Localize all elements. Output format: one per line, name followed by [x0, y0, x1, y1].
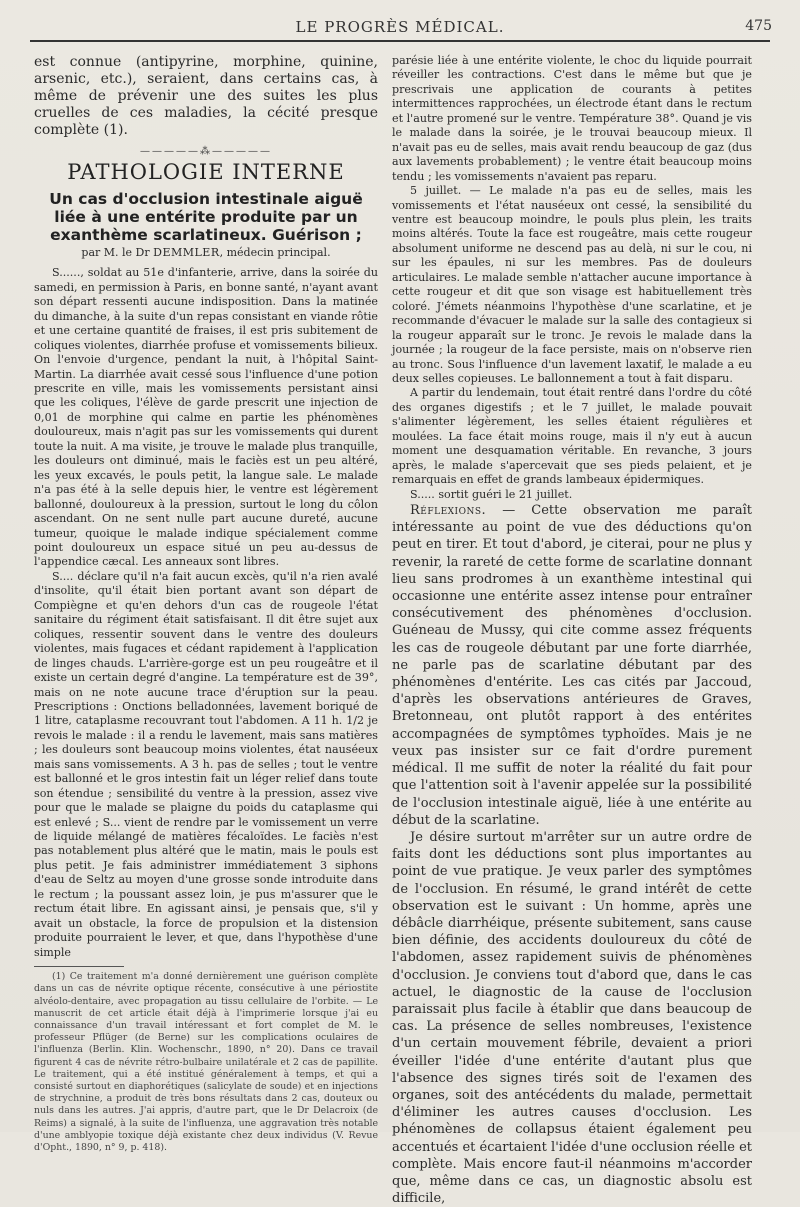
body-paragraph: A partir du lendemain, tout était rentré dans l'ordre du côté des organes digestifs ; et le 7 juillet, le malade pouvait s'alimenter légèrement, les selles étaient régulières et moulées. La face était moins rouge, mais il n'y eut à aucun moment une desquamation véritable. En revanche, 3 jours après, le malade s'apercevait que ses pieds pelaient, et je remarquais en effet de grands lambeaux épidermiques. — [392, 386, 752, 487]
lead-text: est connue (antipyrine, morphine, quinine, arsenic, etc.), seraient, dans certains cas, à même de prévenir une des suites les plus cruelles de ces maladies, la cécité presque complète (1). — [34, 54, 378, 138]
ornament-divider: —————⁂————— — [140, 146, 272, 157]
reflexions-section — [392, 502, 752, 1207]
byline-prefix: par M. le Dr — [81, 245, 150, 259]
byline — [34, 246, 378, 260]
right-column — [392, 54, 752, 1207]
author-name: DEMMLER — [153, 245, 220, 259]
body-paragraph: parésie liée à une entérite violente, le choc du liquide pourrait réveiller les contractions. C'est dans le même but que je prescrivais une application de courants à petites intermittences rapprochées, un électrode étant dans le rectum et l'autre promené sur le ventre. Température 38°. Quand je vis le malade dans la soirée, je le trouvai beaucoup mieux. Il n'avait pas eu de selles, mais avait rendu beaucoup de gaz (dus aux lavements probablement) ; le ventre était beaucoup moins tendu ; les vomissements n'avaient pas reparu. — [392, 54, 752, 183]
body-paragraph: S..... sortit guéri le 21 juillet. — [410, 487, 573, 501]
article-title: Un cas d'occlusion intestinale aiguë liée à une entérite produite par un exanthème scarlatineux. Guérison ; — [49, 189, 363, 244]
footnote-rule — [34, 966, 124, 967]
reflexions-text: — Cette observation me paraît intéressante au point de vue des déductions qu'on peut en tirer. Et tout d'abord, je citerai, pour ne plus y revenir, la rareté de cette forme de scarlatine donnant lieu sans prodromes à un exanthème intestinal qui occasionne une entérite assez intense pour entraîner consécutivement des phénomènes d'occlusion. Guéneau de Mussy, qui cite comme assez fréquents les cas de rougeole débutant par une forte diarrhée, ne parle pas de scarlatine débutant par des phénomènes d'entérite. Les cas cités par Jaccoud, d'après les observations antérieures de Graves, Bretonneau, ont plutôt rapport à des entérites accompagnées de symptômes typhoïdes. Mais je ne veux pas insister sur ce fait d'ordre purement médical. Il me suffit de noter la réalité du fait pour que l'attention soit à l'avenir appelée sur la possibilité de l'occlusion intestinale aiguë, liée à une entérite au début de la scarlatine. — [392, 503, 752, 828]
journal-title: LE PROGRÈS MÉDICAL. — [295, 18, 505, 36]
body-paragraph: S......, soldat au 51e d'infanterie, arrive, dans la soirée du samedi, en permission à Paris, en bonne santé, n'ayant avant son départ ressenti aucune indisposition. Dans la matinée du dimanche, à la suite d'un repas consistant en viande rôtie et une certaine quantité de fraises, il est pris subitement de coliques violentes, diarrhée profuse et vomissements bilieux. On l'envoie d'urgence, pendant la nuit, à l'hôpital Saint-Martin. La diarrhée avait cessé sous l'influence d'une potion prescrite en ville, mais les vomissements persistant ainsi que les coliques, l'élève de garde prescrit une injection de 0,01 de morphine qui calme en partie les phénomènes douloureux, mais n'agit pas sur les vomissements qui durent toute la nuit. A ma visite, je trouve le malade plus tranquille, les douleurs ont diminué, mais le faciès est un peu altéré, les yeux excavés, le pouls petit, la langue sale. Le malade n'a pas été à la selle depuis hier, le ventre est légèrement ballonné, douloureux à la pression, surtout le long du côlon ascendant. On ne sent nulle part aucune dureté, aucune tumeur, quoique le malade indique spécialement comme point douloureux un espace situé un peu au-dessus de l'appendice cæcal. Les anneaux sont libres. — [34, 266, 378, 569]
reflexions-label: Réflexions. — [410, 503, 487, 519]
header-rule — [30, 40, 770, 42]
page-number: 475 — [745, 18, 772, 34]
byline-suffix: , médecin principal. — [219, 245, 331, 259]
section-title: PATHOLOGIE INTERNE — [67, 160, 345, 185]
footnote: (1) Ce traitement m'a donné dernièrement une guérison complète dans un cas de névrite optique récente, consécutive à une périostite alvéolo-dentaire, avec propagation au tissu cellulaire de l'orbite. — Le manuscrit de cet article était déjà à l'imprimerie lorsque j'ai eu connaissance d'un travail intéressant et fort complet de M. le professeur Pflüger (de Berne) sur les complications oculaires de l'influenza (Berlin. Klin. Wochenschr., 1890, n° 20). Dans ce travail figurent 4 cas de névrite rétro-bulbaire unilatérale et 2 cas de papillite. Le traitement, qui a été institué généralement à temps, et qui a consisté surtout en diaphorétiques (salicylate de soude) et en injections de strychnine, a produit de très bons résultats dans 2 cas, douteux ou nuls dans les autres. J'ai appris, d'autre part, que le Dr Delacroix (de Reims) a signalé, à la suite de l'influenza, une aggravation très notable d'une amblyopie toxique déjà existante chez deux individus (V. Revue d'Opht., 1890, n° 9, p. 418). — [34, 971, 378, 1153]
body-paragraph: 5 juillet. — Le malade n'a pas eu de selles, mais les vomissements et l'état nauséeux ont cessé, la sensibilité du ventre est beaucoup moindre, le pouls plus plein, les traits moins altérés. Toute la face est rougeâtre, mais cette rougeur absolument uniforme ne descend pas au delà, ni sur le cou, ni sur les épaules, ni sur les membres. Pas de douleurs articulaires. Le malade semble n'attacher aucune importance à cette rougeur et dit que son visage est habituellement très coloré. J'émets néanmoins l'hypothèse d'une scarlatine, et je recommande d'évacuer le malade sur la salle des contagieux si la rougeur apparaît sur le tronc. Je revois le malade dans la journée ; la rougeur de la face persiste, mais on n'observe rien au tronc. Sous l'influence d'un lavement laxatif, le malade a eu deux selles copieuses. Le ballonnement a tout à fait disparu. — [392, 184, 752, 385]
left-column — [34, 54, 378, 1153]
reflexions-paragraph — [392, 502, 752, 829]
body-paragraph: S.... déclare qu'il n'a fait aucun excès, qu'il n'a rien avalé d'insolite, qu'il était bien portant avant son départ de Compiègne et qu'en dehors d'un cas de rougeole l'état sanitaire du régiment était satisfaisant. Il dit être sujet aux coliques, ressentir souvent dans le ventre des douleurs violentes, mais fugaces et cédant rapidement à l'application de linges chauds. L'arrière-gorge est un peu rougeâtre et il existe un certain degré d'angine. La température est de 39°, mais on ne note aucune trace d'éruption sur la peau. Prescriptions : Onctions belladonnées, lavement boriqué de 1 litre, cataplasme recouvrant tout l'abdomen. A 11 h. 1/2 je revois le malade : il a rendu le lavement, mais sans matières ; les douleurs sont beaucoup moins violentes, état nauséeux mais sans vomissements. A 3 h. pas de selles ; tout le ventre est ballonné et le gros intestin fait un léger relief dans toute son étendue ; sensibilité du ventre à la pression, assez vive pour que le malade se plaigne du poids du cataplasme qui est enlevé ; S... vient de rendre par le vomissement un verre de liquide mélangé de matières fécaloïdes. Le faciès n'est pas notablement plus altéré que le matin, mais le pouls est plus petit. Je fais administrer immédiatement 3 siphons d'eau de Seltz au moyen d'une grosse sonde introduite dans le rectum ; la poussant assez loin, je pus m'assurer que le rectum était libre. En agissant ainsi, je pensais que, s'il y avait un obstacle, la force de propulsion et la distension produite pourraient le lever, et que, dans l'hypothèse d'une simple — [34, 569, 378, 959]
reflexions-paragraph: Je désire surtout m'arrêter sur un autre ordre de faits dont les déductions sont plus importantes au point de vue pratique. Je veux parler des symptômes de l'occlusion. En résumé, le grand intérêt de cette observation est le suivant : Un homme, après une débâcle diarrhéique, présente subitement, sans cause bien définie, des accidents douloureux du côté de l'abdomen, assez rapidement suivis de phénomènes d'occlusion. Je conviens tout d'abord que, dans le cas actuel, le diagnostic de la cause de l'occlusion paraissait plus facile à établir que dans beaucoup de cas. La présence de selles nombreuses, l'existence d'un certain mouvement fébrile, devaient a priori éveiller l'idée d'une entérite d'autant plus que l'absence des signes tirés soit de l'examen des organes, soit des antécédents du malade, permettait d'éliminer les autres causes d'occlusion. Les phénomènes de collapsus étaient également peu accentués et écartaient l'idée d'une occlusion réelle et complète. Mais encore faut-il néanmoins m'accorder que, même dans ce cas, un diagnostic absolu est difficile, — [392, 829, 752, 1207]
